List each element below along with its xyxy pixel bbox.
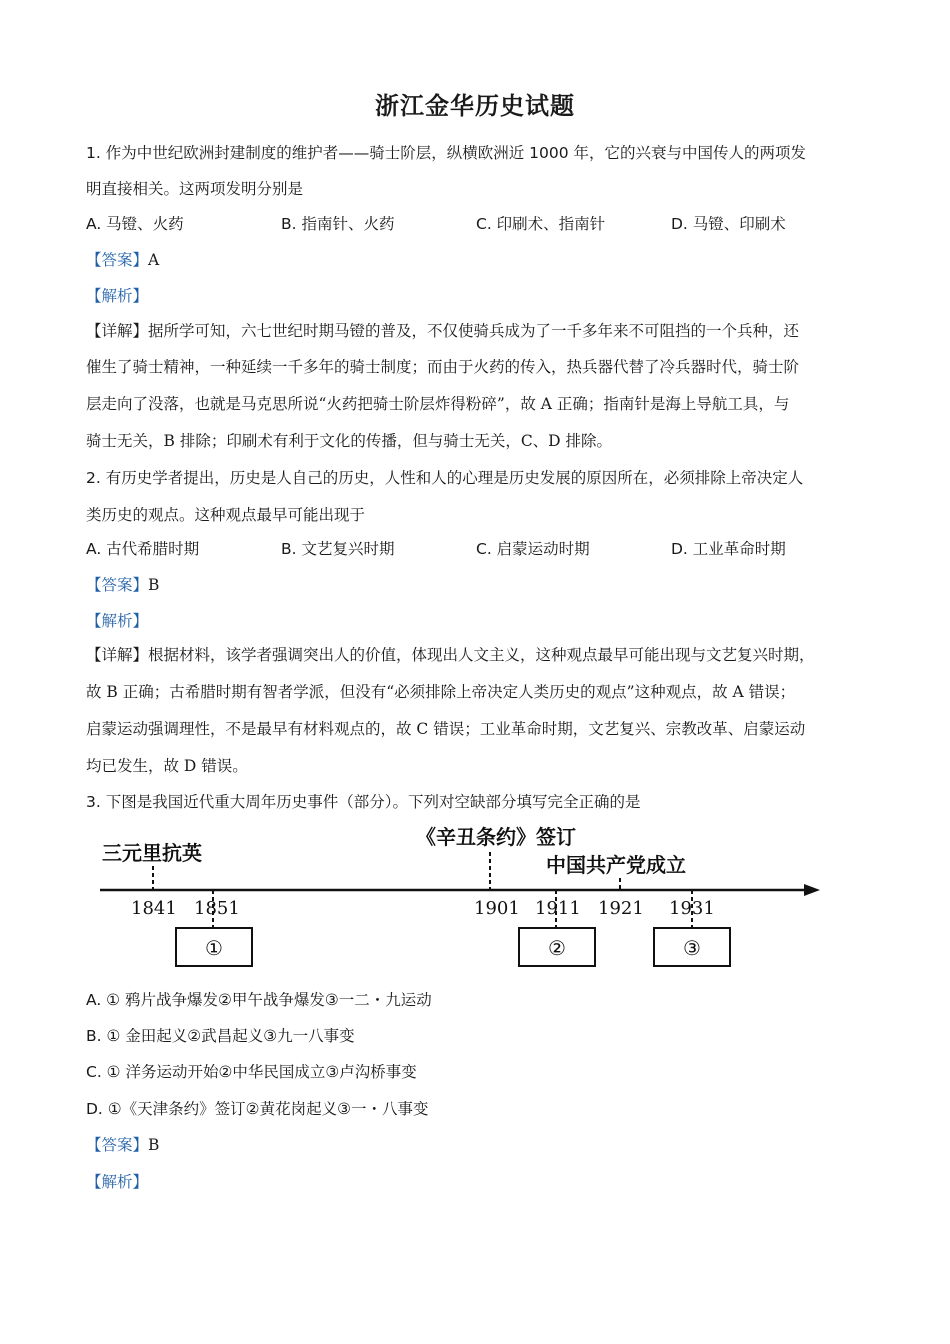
q2-stem-line1: 2. 有历史学者提出，历史是人自己的历史，人性和人的心理是历史发展的原因所在，必须排除上帝决定人 xyxy=(86,469,804,487)
q3-analysis-tag: 【解析】 xyxy=(86,1173,149,1191)
q2-answer-tag: 【答案】 xyxy=(86,576,149,594)
q2-option-c: C. 启蒙运动时期 xyxy=(476,540,590,558)
q2-detail-text1: 根据材料，该学者强调突出人的价值，体现出人文主义，这种观点最早可能出现与文艺复兴时期， xyxy=(148,646,815,664)
q1-option-d: D. 马镫、印刷术 xyxy=(671,215,786,233)
q1-analysis-tag: 【解析】 xyxy=(86,287,149,305)
year-1931: 1931 xyxy=(669,898,715,919)
q3-option-a: A. ① 鸦片战争爆发②甲午战争爆发③一二・九运动 xyxy=(86,991,432,1009)
q1-detail-line3: 层走向了没落，也就是马克思所说“火药把骑士阶层炸得粉碎”，故 A 正确；指南针是海上导航工具，与 xyxy=(86,395,790,413)
q2-detail-line2: 故 B 正确；古希腊时期有智者学派，但没有“必须排除上帝决定人类历史的观点”这种观点，故 A 错误； xyxy=(86,683,796,701)
q2-option-a: A. 古代希腊时期 xyxy=(86,540,200,558)
q1-option-b: B. 指南针、火药 xyxy=(281,215,395,233)
blank-box-2-label: ② xyxy=(548,936,566,960)
q3-stem: 3. 下图是我国近代重大周年历史事件（部分）。下列对空缺部分填写完全正确的是 xyxy=(86,793,641,811)
q3-option-c: C. ① 洋务运动开始②中华民国成立③卢沟桥事变 xyxy=(86,1063,417,1081)
q2-answer xyxy=(86,574,159,596)
event-label-sanyuanli: 三元里抗英 xyxy=(102,841,202,865)
q2-detail-line3: 启蒙运动强调理性，不是最早有材料观点的，故 C 错误；工业革命时期，文艺复兴、宗教改革、启蒙运动 xyxy=(86,720,806,738)
timeline-arrow xyxy=(804,884,820,896)
q2-detail-tag: 【详解】 xyxy=(86,646,149,664)
year-1921: 1921 xyxy=(598,898,644,919)
blank-box-3-label: ③ xyxy=(683,936,701,960)
q3-option-b: B. ① 金田起义②武昌起义③九一八事变 xyxy=(86,1027,355,1045)
q1-option-a: A. 马镫、火药 xyxy=(86,215,184,233)
blank-box-1-label: ① xyxy=(205,936,223,960)
q2-option-b: B. 文艺复兴时期 xyxy=(281,540,395,558)
q2-stem-line2: 类历史的观点。这种观点最早可能出现于 xyxy=(86,506,366,524)
q1-detail-text1: 据所学可知，六七世纪时期马镫的普及，不仅使骑兵成为了一千多年来不可阻挡的一个兵种，还 xyxy=(148,322,800,340)
q1-answer-value: A xyxy=(148,251,160,269)
year-1901: 1901 xyxy=(474,898,520,919)
q1-answer xyxy=(86,249,159,271)
event-label-cpc: 中国共产党成立 xyxy=(546,853,686,877)
q1-answer-tag: 【答案】 xyxy=(86,251,149,269)
event-label-xinchou: 《辛丑条约》签订 xyxy=(416,825,576,849)
q2-answer-value: B xyxy=(148,576,160,594)
q1-detail-tag: 【详解】 xyxy=(86,322,149,340)
year-1911: 1911 xyxy=(535,898,581,919)
timeline-figure xyxy=(96,818,826,978)
q2-analysis-tag: 【解析】 xyxy=(86,612,149,630)
year-1851: 1851 xyxy=(194,898,240,919)
q2-option-d: D. 工业革命时期 xyxy=(671,540,786,558)
q2-detail-line4: 均已发生，故 D 错误。 xyxy=(86,757,248,775)
page-title: 浙江金华历史试题 xyxy=(375,92,575,120)
q1-stem-line2: 明直接相关。这两项发明分别是 xyxy=(86,180,304,198)
q2-detail-line1 xyxy=(86,644,815,666)
q1-stem-line1: 1. 作为中世纪欧洲封建制度的维护者——骑士阶层，纵横欧洲近 1000 年，它的兴衰与中国传人的两项发 xyxy=(86,144,807,162)
q1-detail-line4: 骑士无关，B 排除；印刷术有利于文化的传播，但与骑士无关，C、D 排除。 xyxy=(86,432,613,450)
q3-answer xyxy=(86,1134,159,1156)
q3-answer-tag: 【答案】 xyxy=(86,1136,149,1154)
q3-answer-value: B xyxy=(148,1136,160,1154)
q1-detail-line2: 催生了骑士精神，一种延续一千多年的骑士制度；而由于火药的传入，热兵器代替了冷兵器时代，骑士阶 xyxy=(86,358,800,376)
q3-option-d: D. ①《天津条约》签订②黄花岗起义③一・八事变 xyxy=(86,1100,429,1118)
q1-detail-line1 xyxy=(86,320,799,342)
year-1841: 1841 xyxy=(131,898,177,919)
q1-option-c: C. 印刷术、指南针 xyxy=(476,215,606,233)
